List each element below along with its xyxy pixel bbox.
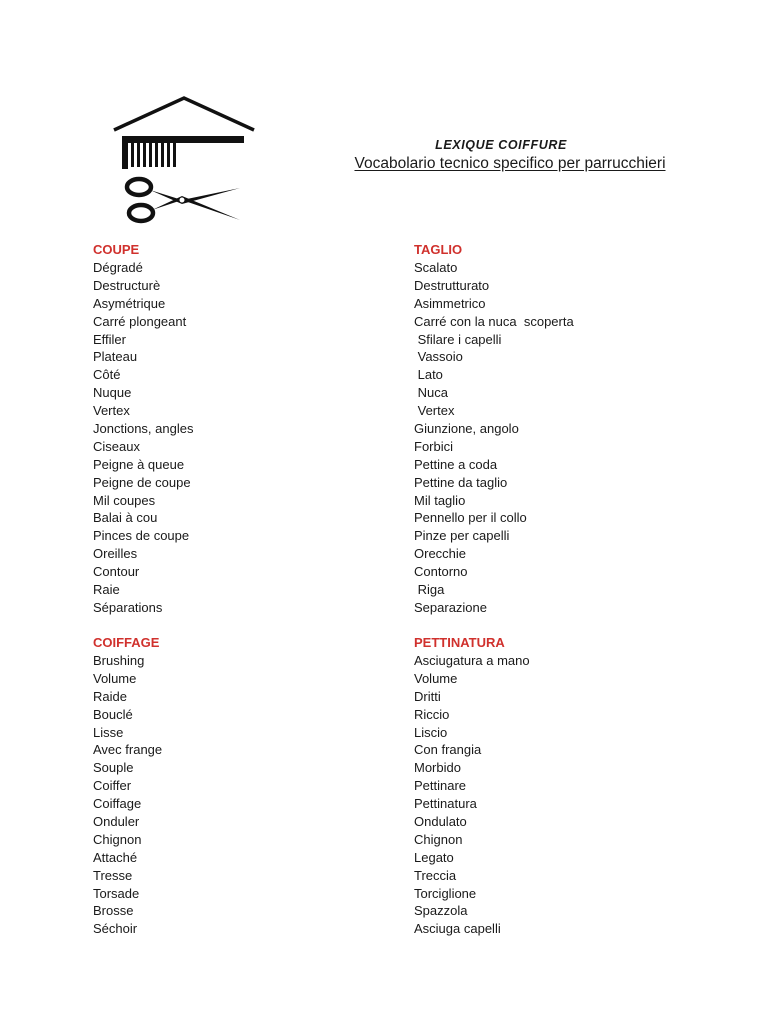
term-fr: Brushing bbox=[93, 653, 145, 668]
term-it: Pettinatura bbox=[414, 796, 477, 812]
term-it: Pettinare bbox=[414, 778, 467, 794]
term-fr: Asymétrique bbox=[93, 295, 166, 311]
section-title-coiffage: COIFFAGE bbox=[93, 635, 160, 650]
term-fr: Effiler bbox=[93, 331, 126, 347]
term-it: Vassoio bbox=[414, 349, 463, 365]
term-it: Riccio bbox=[414, 706, 450, 722]
term-fr: Torsade bbox=[93, 885, 140, 901]
term-it: Chignon bbox=[414, 831, 463, 847]
term-it: Dritti bbox=[414, 688, 441, 704]
term-fr: Coiffage bbox=[93, 796, 142, 812]
term-it: Pennello per il collo bbox=[414, 510, 527, 526]
term-fr: Contour bbox=[93, 564, 140, 580]
section-taglio-italian bbox=[414, 241, 744, 617]
term-it: Sfilare i capelli bbox=[414, 331, 502, 347]
term-fr: Balai à cou bbox=[93, 510, 158, 526]
term-it: Con frangia bbox=[414, 742, 482, 758]
term-it: Lato bbox=[414, 367, 443, 383]
term-fr: Plateau bbox=[93, 349, 138, 365]
term-it: Contorno bbox=[414, 564, 468, 580]
term-it: Destrutturato bbox=[414, 277, 490, 293]
term-list-pettinatura bbox=[414, 652, 744, 938]
term-list-coupe bbox=[93, 259, 423, 617]
title-block bbox=[300, 138, 720, 173]
term-it: Vertex bbox=[414, 403, 455, 419]
term-list-coiffage bbox=[93, 652, 423, 938]
term-it: Liscio bbox=[414, 724, 448, 740]
term-it: Pinze per capelli bbox=[414, 528, 510, 544]
term-it: Asciuga capelli bbox=[414, 921, 501, 937]
term-fr: Attaché bbox=[93, 849, 138, 865]
hairdresser-logo bbox=[108, 92, 258, 232]
term-fr: Côté bbox=[93, 367, 121, 383]
term-fr: Peigne à queue bbox=[93, 456, 185, 472]
term-fr: Dégradé bbox=[93, 260, 143, 275]
term-fr: Coiffer bbox=[93, 778, 132, 794]
term-fr: Peigne de coupe bbox=[93, 474, 191, 490]
term-it: Volume bbox=[414, 670, 458, 686]
term-it: Asciugatura a mano bbox=[414, 653, 530, 668]
term-fr: Brosse bbox=[93, 903, 134, 919]
section-title-taglio: TAGLIO bbox=[414, 242, 463, 257]
term-list-taglio bbox=[414, 259, 744, 617]
page-subtitle: Vocabolario tecnico specifico per parrucchieri bbox=[354, 155, 666, 172]
term-it: Asimmetrico bbox=[414, 295, 486, 311]
term-fr: Lisse bbox=[93, 724, 124, 740]
term-it: Pettine da taglio bbox=[414, 474, 508, 490]
section-coiffage-french bbox=[93, 634, 423, 938]
term-it: Nuca bbox=[414, 385, 448, 401]
term-fr: Bouclé bbox=[93, 706, 133, 722]
section-title-pettinatura: PETTINATURA bbox=[414, 635, 505, 650]
term-fr: Jonctions, angles bbox=[93, 421, 194, 437]
term-it: Pettine a coda bbox=[414, 456, 498, 472]
term-it: Mil taglio bbox=[414, 492, 466, 508]
section-title-coupe: COUPE bbox=[93, 242, 140, 257]
term-fr: Pinces de coupe bbox=[93, 528, 190, 544]
term-fr: Nuque bbox=[93, 385, 132, 401]
term-fr: Vertex bbox=[93, 403, 130, 419]
term-fr: Souple bbox=[93, 760, 134, 776]
term-it: Carré con la nuca scoperta bbox=[414, 313, 574, 329]
term-it: Orecchie bbox=[414, 546, 467, 562]
term-fr: Ciseaux bbox=[93, 438, 140, 454]
term-it: Separazione bbox=[414, 599, 487, 615]
page-title: LEXIQUE COIFFURE bbox=[435, 138, 567, 152]
term-it: Legato bbox=[414, 849, 454, 865]
term-fr: Oreilles bbox=[93, 546, 138, 562]
comb-icon bbox=[122, 136, 244, 169]
term-fr: Raide bbox=[93, 688, 127, 704]
term-fr: Séchoir bbox=[93, 921, 138, 937]
term-fr: Raie bbox=[93, 582, 120, 598]
term-it: Spazzola bbox=[414, 903, 468, 919]
term-it: Scalato bbox=[414, 260, 458, 275]
term-it: Morbido bbox=[414, 760, 461, 776]
term-it: Forbici bbox=[414, 438, 454, 454]
roof-icon bbox=[114, 98, 254, 130]
term-fr: Onduler bbox=[93, 814, 140, 830]
section-pettinatura-italian bbox=[414, 634, 744, 938]
term-fr: Volume bbox=[93, 670, 137, 686]
term-fr: Carré plongeant bbox=[93, 313, 187, 329]
term-it: Ondulato bbox=[414, 814, 467, 830]
term-fr: Chignon bbox=[93, 831, 142, 847]
term-fr: Avec frange bbox=[93, 742, 163, 758]
term-it: Treccia bbox=[414, 867, 457, 883]
term-fr: Séparations bbox=[93, 599, 163, 615]
term-fr: Tresse bbox=[93, 867, 133, 883]
term-it: Torciglione bbox=[414, 885, 477, 901]
term-fr: Mil coupes bbox=[93, 492, 156, 508]
term-it: Riga bbox=[414, 582, 445, 598]
scissors-icon bbox=[127, 179, 240, 221]
term-fr: Destructurè bbox=[93, 277, 161, 293]
section-coupe-french bbox=[93, 241, 423, 617]
term-it: Giunzione, angolo bbox=[414, 421, 519, 437]
